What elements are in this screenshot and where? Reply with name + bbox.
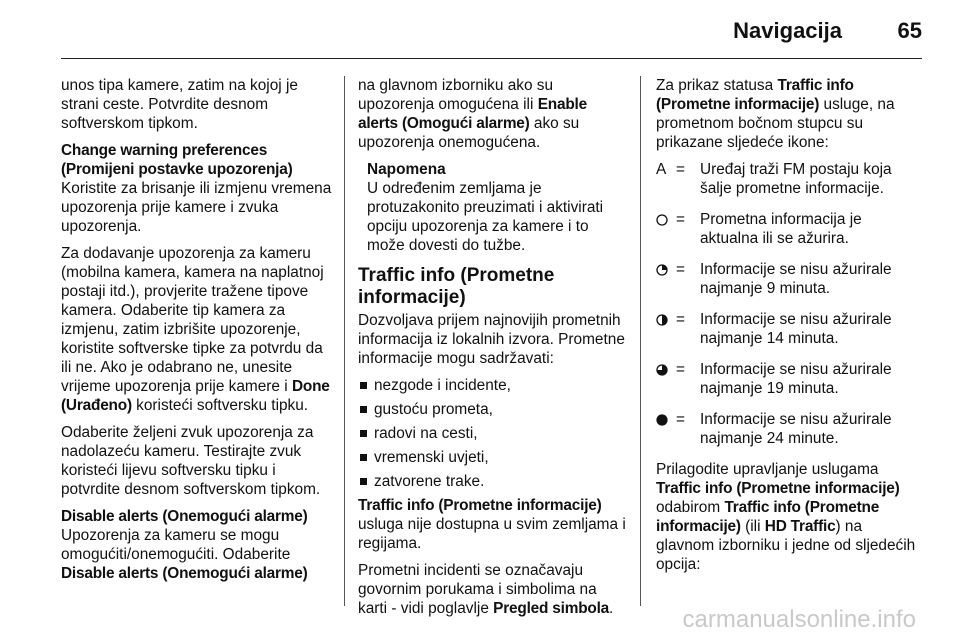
paragraph: Za prikaz statusa Traffic info (Prometne informacije) usluge, na prometnom bočnom stupcu su prikazane sljedeće ikone: — [656, 77, 895, 151]
circle-full-icon — [656, 410, 676, 429]
paragraph: Dozvoljava prijem najnovijih prometnih informacija iz lokalnih izvora. Prometne informacije mogu sadržavati: — [358, 312, 625, 367]
column-divider-2 — [640, 76, 641, 606]
paragraph: Prilagodite upravljanje uslugama Traffic info (Prometne informacije) odabirom Traffic info (Prometne informacije) (ili HD Traffic) na glavnom izborniku i jedne od sljedećih opcija: — [656, 461, 916, 573]
bold-term: Traffic info (Prometne informacije) — [656, 480, 900, 497]
bold-term: Traffic info (Prometne informacije) — [358, 497, 602, 514]
paragraph: Koristite za brisanje ili izmjenu vremena upozorenja prije kamere i zvuka upozorenja. — [61, 180, 332, 235]
bold-term: HD Traffic — [764, 518, 836, 535]
bold-term: Traffic info (Prometne informacije) — [656, 499, 880, 535]
note-box — [367, 160, 628, 255]
page-number: 65 — [897, 18, 922, 43]
list-item: radovi na cesti, — [358, 424, 628, 443]
letter-a: A — [656, 161, 667, 178]
list-item: gustoću prometa, — [358, 400, 628, 419]
legend-row: A = Uređaj traži FM postaju koja šalje prometne informacije. — [656, 161, 892, 197]
subheading-change-warning: Change warning preferences (Promijeni postavke upozorenja) — [61, 142, 293, 178]
bullet-list — [358, 376, 628, 491]
paragraph: Za dodavanje upozorenja za kameru (mobilna kamera, kamera na naplatnoj postaji itd.), provjerite tražene tipove kamera. Odaberite tip kamera za izmjenu, zatim izbrišite upozorenje, koristite softverske tipke za potvrdu da ili ne. Ako je odabrano ne, unesite vrijeme upozorenja prije kamere i Done (Urađeno) koristeći softversku tipku. — [61, 245, 330, 414]
paragraph: unos tipa kamere, zatim na kojoj je strani ceste. Potvrdite desnom softverskom tipkom. — [61, 77, 298, 132]
circle-quarter-icon — [656, 260, 676, 279]
legend-row: = Informacije se nisu ažurirale najmanje 9 minuta. — [656, 260, 918, 298]
legend-row: = Informacije se nisu ažurirale najmanje 19 minuta. — [656, 360, 918, 398]
page-header — [0, 0, 960, 60]
paragraph: Odaberite željeni zvuk upozorenja za nadolazeću kameru. Testirajte zvuk koristeći lijevu softversku tipku i potvrdite desnom softverskom tipkom. — [61, 424, 321, 498]
bold-term: Pregled simbola — [493, 600, 610, 617]
column-2 — [358, 76, 628, 626]
note-text: U određenim zemljama je protuzakonito preuzimati i aktivirati opciju upozorenja za kamere i to može dovesti do tužbe. — [367, 180, 604, 254]
paragraph: Upozorenja za kameru se mogu omogućiti/onemogućiti. Odaberite Disable alerts (Onemogući alarme) — [61, 527, 308, 582]
bold-term: Done (Urađeno) — [61, 378, 330, 414]
paragraph: na glavnom izborniku ako su upozorenja omogućena ili Enable alerts (Omogući alarme) ako su upozorenja onemogućena. — [358, 77, 587, 151]
bold-term: Disable alerts (Onemogući alarme) — [61, 565, 308, 582]
column-1 — [61, 76, 333, 591]
legend-row: = Prometna informacija je aktualna ili se ažurira. — [656, 210, 918, 248]
circle-empty-icon — [656, 210, 676, 229]
paragraph: Prometni incidenti se označavaju govornim porukama i simbolima na karti - vidi poglavlje Pregled simbola. — [358, 562, 614, 617]
header-divider — [61, 58, 922, 59]
watermark: carmanualsonline.info — [682, 606, 916, 633]
column-divider-1 — [344, 76, 345, 606]
traffic-status-legend — [656, 160, 918, 448]
column-3 — [656, 76, 918, 582]
subheading-disable-alerts: Disable alerts (Onemogući alarme) — [61, 508, 308, 525]
list-item: nezgode i incidente, — [358, 376, 628, 395]
circle-half-icon — [656, 310, 676, 329]
bold-term: Traffic info (Prometne informacije) — [656, 77, 854, 113]
paragraph: usluga nije dostupna u svim zemljama i regijama. — [358, 516, 626, 552]
bold-term: Enable alerts (Omogući alarme) — [358, 96, 587, 132]
page-title: Navigacija — [733, 18, 842, 43]
list-item: vremenski uvjeti, — [358, 448, 628, 467]
circle-three-quarter-icon — [656, 360, 676, 379]
section-heading-traffic-info: Traffic info (Prometne informacije) — [358, 265, 555, 308]
list-item: zatvorene trake. — [358, 472, 628, 491]
legend-row: = Informacije se nisu ažurirale najmanje 14 minuta. — [656, 310, 918, 348]
note-title: Napomena — [367, 161, 446, 178]
legend-row: = Informacije se nisu ažurirale najmanje 24 minute. — [656, 410, 918, 448]
